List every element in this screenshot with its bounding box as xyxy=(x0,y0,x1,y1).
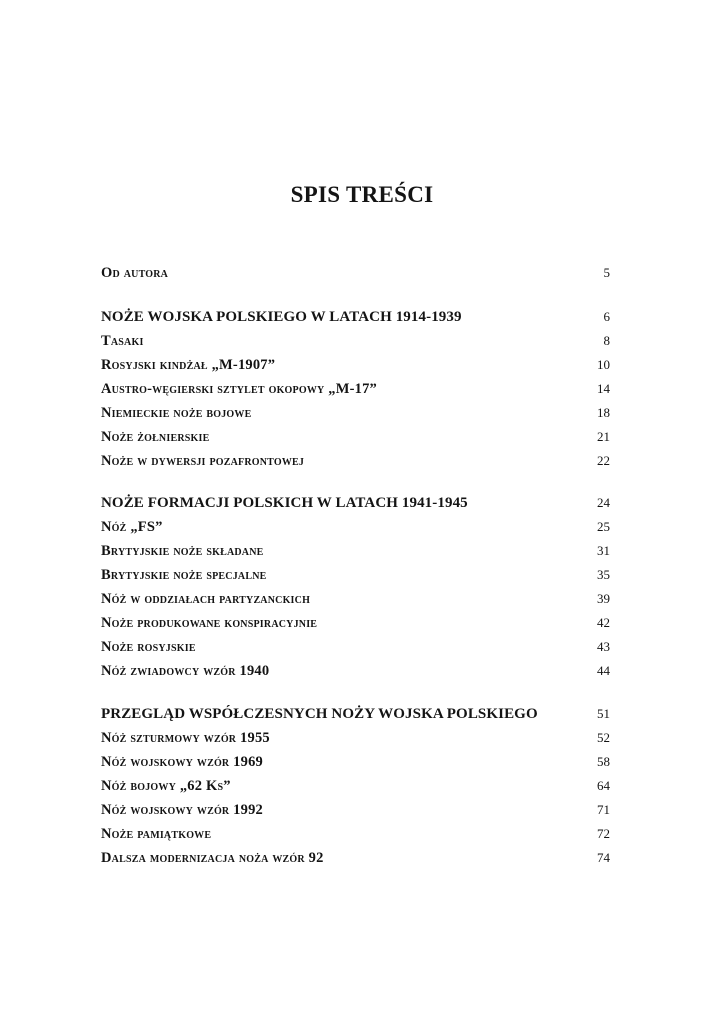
toc-section-heading xyxy=(101,495,610,517)
toc-entry-page: 25 xyxy=(597,519,610,534)
toc-entry-page: 31 xyxy=(597,543,610,558)
toc-entry-page: 24 xyxy=(597,495,610,510)
toc-entry-page: 14 xyxy=(597,381,610,396)
toc-entry-page: 35 xyxy=(597,567,610,582)
toc-entry xyxy=(101,265,610,287)
toc-section-label: NOŻE FORMACJI POLSKICH W LATACH 1941-1945 xyxy=(101,495,468,511)
toc-entry xyxy=(101,778,610,800)
toc-entry xyxy=(101,639,610,661)
toc-entry-label: Noże w dywersji pozafrontowej xyxy=(101,453,305,469)
toc-entry-label: Nóż wojskowy wzór 1992 xyxy=(101,802,263,818)
toc-entry-label: Niemieckie noże bojowe xyxy=(101,405,252,421)
toc-entry-page: 72 xyxy=(597,826,610,841)
toc-entry-label: Nóż „FS” xyxy=(101,519,163,535)
toc-entry-label: Nóż zwiadowcy wzór 1940 xyxy=(101,663,270,679)
page-title: SPIS TREŚCI xyxy=(290,182,434,207)
toc-entry xyxy=(101,591,610,613)
toc-entry-page: 71 xyxy=(597,802,610,817)
toc-entry xyxy=(101,453,610,475)
toc-entry xyxy=(101,381,610,403)
toc-section-heading xyxy=(101,309,610,331)
toc-entry-page: 6 xyxy=(603,309,610,324)
toc-entry-page: 21 xyxy=(597,429,610,444)
toc-entry xyxy=(101,567,610,589)
toc-entry xyxy=(101,357,610,379)
toc-entry-label: Nóż wojskowy wzór 1969 xyxy=(101,754,263,770)
toc-entry-page: 8 xyxy=(603,333,610,348)
toc-section-label: PRZEGLĄD WSPÓŁCZESNYCH NOŻY WOJSKA POLSKIEGO xyxy=(101,706,538,722)
toc-entry-page: 52 xyxy=(597,730,610,745)
toc-entry xyxy=(101,333,610,355)
toc-entry-label: Noże pamiątkowe xyxy=(101,826,212,842)
toc-entry-page: 42 xyxy=(597,615,610,630)
toc-entry-label: Od autora xyxy=(101,265,169,281)
toc-entry-page: 22 xyxy=(597,453,610,468)
toc-entry-label: Nóż w oddziałach partyzanckich xyxy=(101,591,311,607)
toc-entry-page: 18 xyxy=(597,405,610,420)
toc-entry xyxy=(101,850,610,872)
toc-entry-label: Brytyjskie noże specjalne xyxy=(101,567,267,583)
toc-entry-page: 10 xyxy=(597,357,610,372)
toc-entry xyxy=(101,429,610,451)
toc-entry-page: 44 xyxy=(597,663,610,678)
toc-entry-label: Noże produkowane konspiracyjnie xyxy=(101,615,318,631)
toc-entry-label: Rosyjski kindżał „M-1907” xyxy=(101,357,276,373)
toc-entry-page: 5 xyxy=(603,265,610,280)
toc-entry-page: 74 xyxy=(597,850,610,865)
toc-entry-label: Noże żołnierskie xyxy=(101,429,210,445)
toc-entry xyxy=(101,754,610,776)
toc-entry-page: 43 xyxy=(597,639,610,654)
toc-entry-label: Brytyjskie noże składane xyxy=(101,543,264,559)
toc-entry xyxy=(101,519,610,541)
toc-entry xyxy=(101,663,610,685)
toc-section-heading xyxy=(101,706,610,728)
toc-entry xyxy=(101,405,610,427)
toc-entry xyxy=(101,826,610,848)
toc-entry-label: Noże rosyjskie xyxy=(101,639,196,655)
toc-entry xyxy=(101,543,610,565)
toc-entry xyxy=(101,730,610,752)
toc-entry-label: Austro-węgierski sztylet okopowy „M-17” xyxy=(101,381,377,397)
toc-entry-page: 64 xyxy=(597,778,610,793)
toc-entry xyxy=(101,615,610,637)
toc-entry-label: Tasaki xyxy=(101,333,144,349)
toc-entry-page: 51 xyxy=(597,706,610,721)
toc-entry-label: Dalsza modernizacja noża wzór 92 xyxy=(101,850,324,866)
toc-entry xyxy=(101,802,610,824)
toc-entry-label: Nóż bojowy „62 Ks” xyxy=(101,778,231,794)
toc-entry-page: 58 xyxy=(597,754,610,769)
toc-section-label: NOŻE WOJSKA POLSKIEGO W LATACH 1914-1939 xyxy=(101,309,462,325)
toc-entry-page: 39 xyxy=(597,591,610,606)
toc-entry-label: Nóż szturmowy wzór 1955 xyxy=(101,730,270,746)
